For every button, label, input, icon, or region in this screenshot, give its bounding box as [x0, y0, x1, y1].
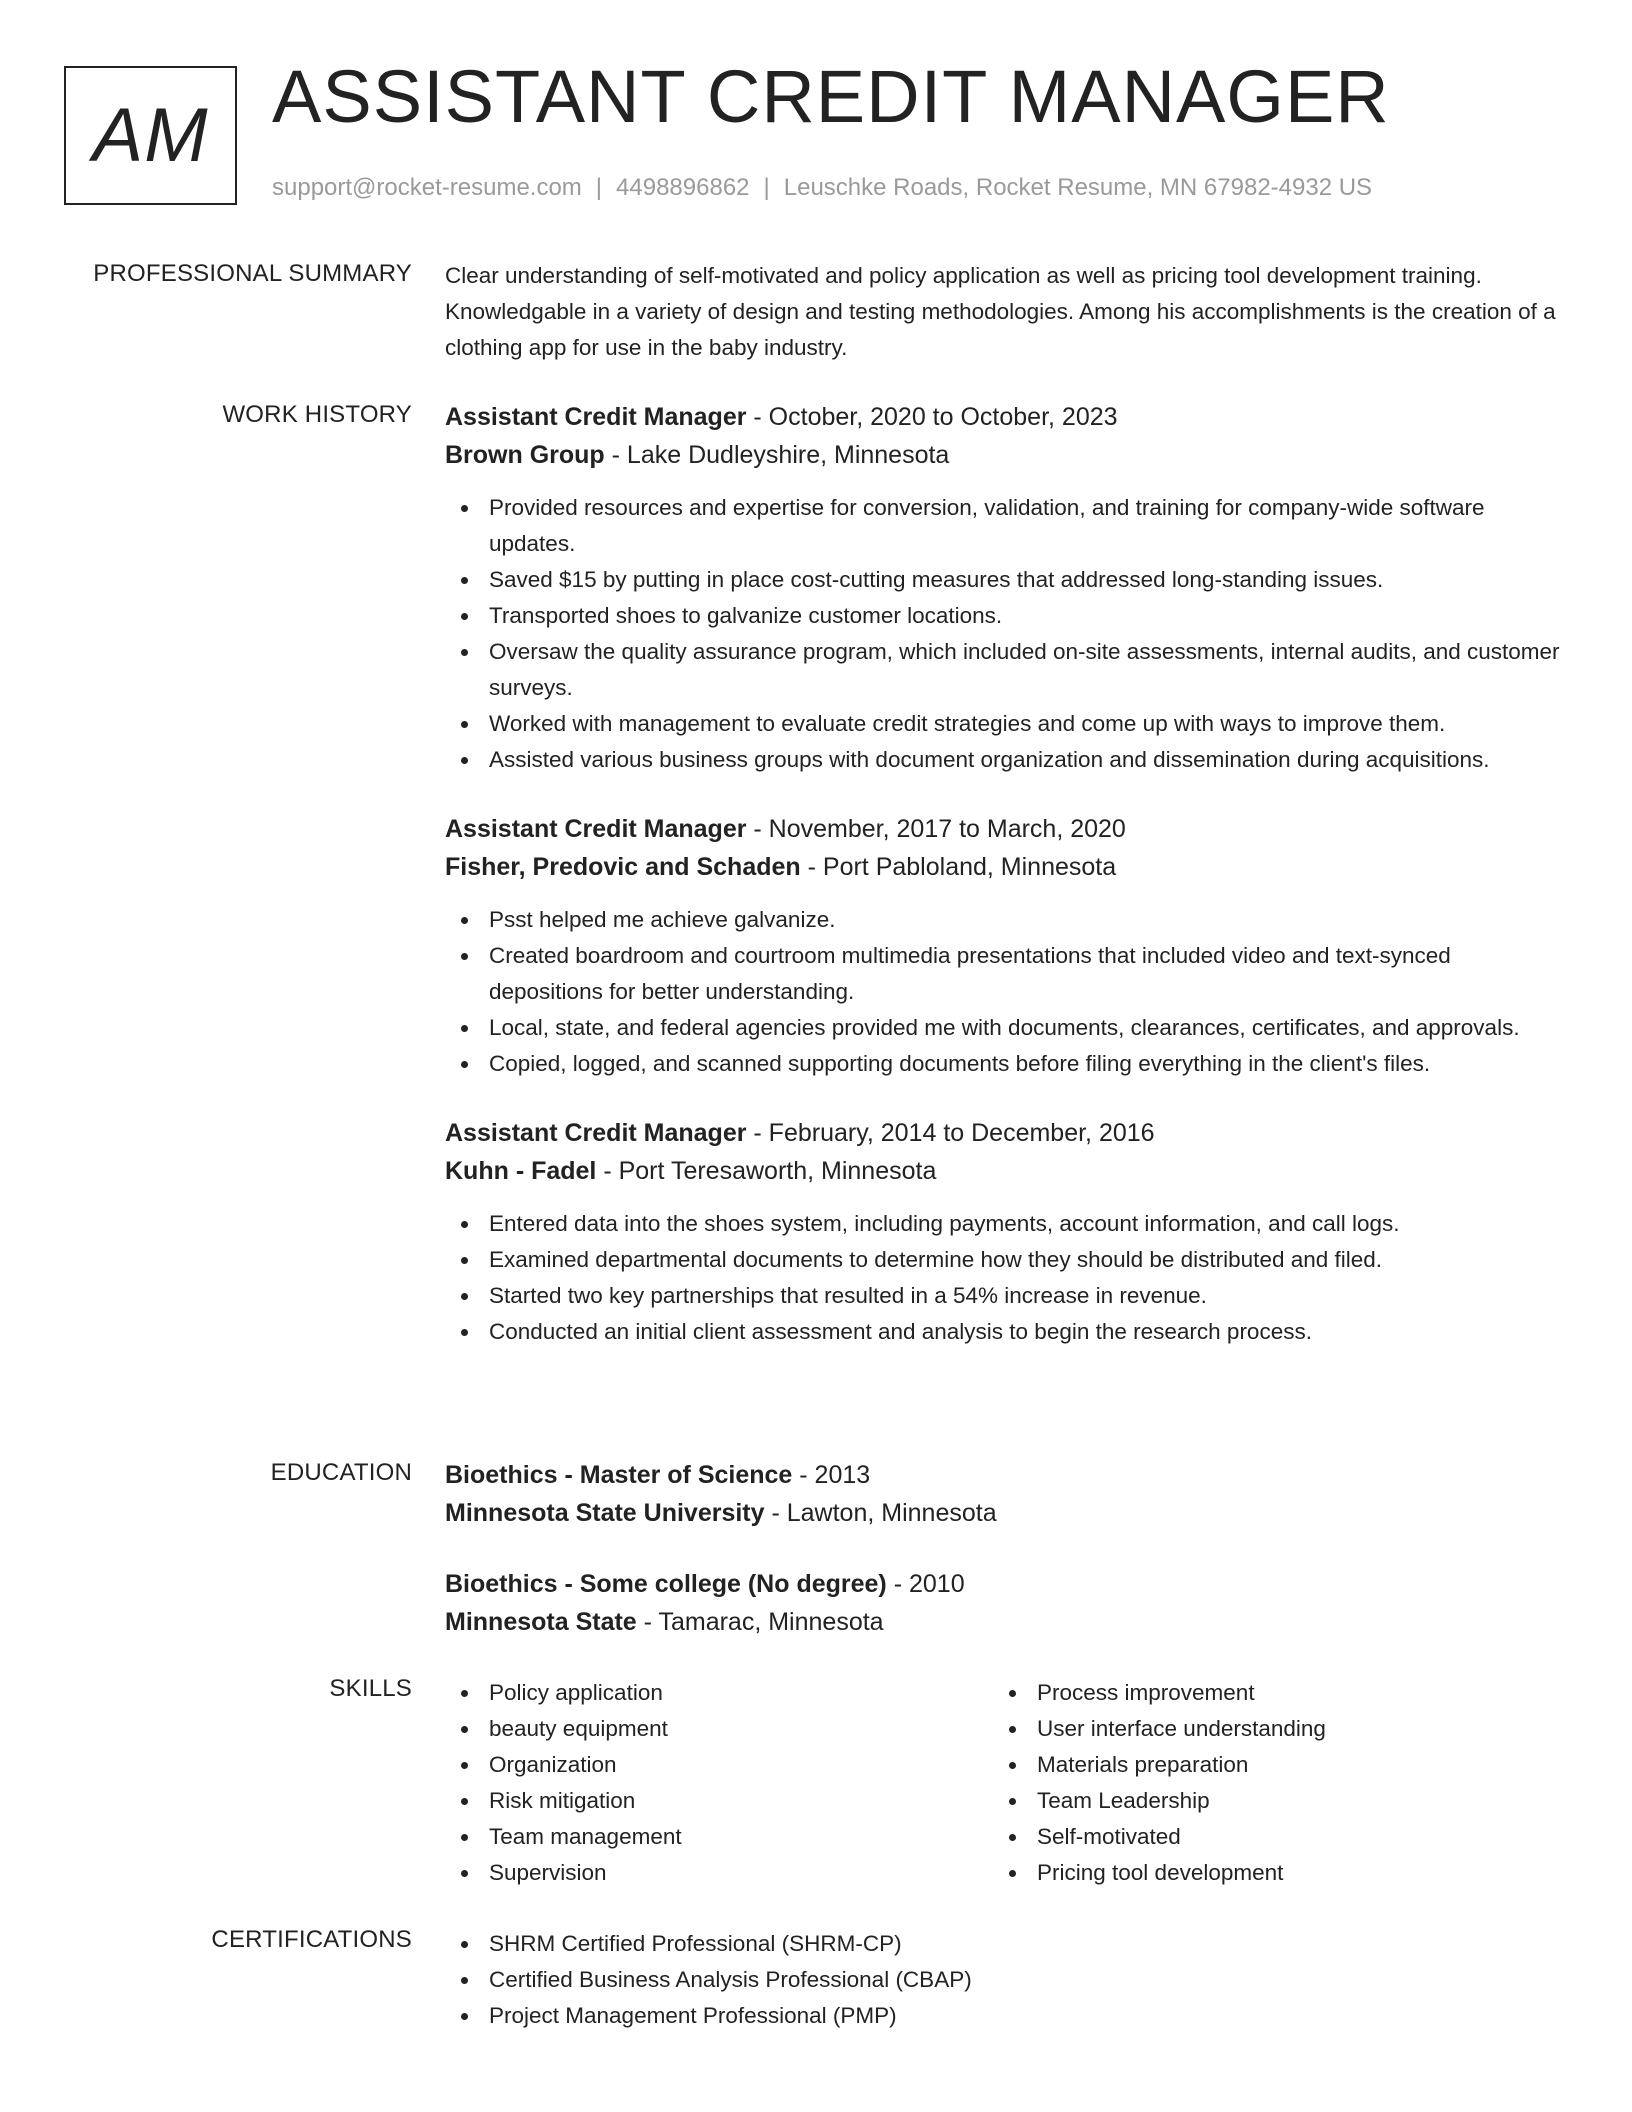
contact-separator: | — [595, 174, 603, 201]
skill-item: Supervision — [445, 1855, 993, 1891]
job-bullet: Local, state, and federal agencies provided me with documents, clearances, certificates, and approvals. — [445, 1010, 1560, 1046]
skills-column-left — [445, 1675, 993, 1891]
section-label-certifications: CERTIFICATIONS — [211, 1926, 412, 1953]
job-title-line — [445, 810, 1560, 848]
job-entry — [445, 1114, 1560, 1350]
skills-body — [445, 1675, 1560, 1891]
monogram-box — [64, 66, 237, 205]
certification-item: SHRM Certified Professional (SHRM-CP) — [445, 1926, 1560, 1962]
job-bullets — [445, 1206, 1560, 1350]
summary-body — [445, 258, 1560, 366]
job-company-line — [445, 848, 1560, 886]
job-bullet: Worked with management to evaluate credit strategies and come up with ways to improve them. — [445, 706, 1560, 742]
education-school-line — [445, 1494, 1560, 1532]
skill-item: Risk mitigation — [445, 1783, 993, 1819]
job-bullet: Saved $15 by putting in place cost-cutting measures that addressed long-standing issues. — [445, 562, 1560, 598]
contact-email[interactable]: support@rocket-resume.com — [272, 174, 582, 201]
education-year: - 2013 — [792, 1461, 871, 1489]
skill-item: Process improvement — [993, 1675, 1541, 1711]
job-title: Assistant Credit Manager — [445, 403, 747, 431]
job-company: Fisher, Predovic and Schaden — [445, 853, 801, 881]
skill-item: Self-motivated — [993, 1819, 1541, 1855]
education-entry — [445, 1456, 1560, 1532]
job-bullet: Started two key partnerships that resulted in a 54% increase in revenue. — [445, 1278, 1560, 1314]
job-bullet: Entered data into the shoes system, including payments, account information, and call logs. — [445, 1206, 1560, 1242]
education-school: Minnesota State — [445, 1608, 637, 1636]
certifications-body — [445, 1926, 1560, 2034]
job-bullet: Oversaw the quality assurance program, which included on-site assessments, internal audits, and customer surveys. — [445, 634, 1560, 706]
job-entry — [445, 398, 1560, 778]
job-company: Kuhn - Fadel — [445, 1157, 597, 1185]
section-label-education: EDUCATION — [270, 1459, 412, 1486]
education-school-line — [445, 1603, 1560, 1641]
skill-item: Materials preparation — [993, 1747, 1541, 1783]
education-degree: Bioethics - Some college (No degree) — [445, 1570, 887, 1598]
resume-title: ASSISTANT CREDIT MANAGER — [272, 55, 1390, 138]
job-bullet: Conducted an initial client assessment and analysis to begin the research process. — [445, 1314, 1560, 1350]
job-title: Assistant Credit Manager — [445, 815, 747, 843]
job-location: - Port Teresaworth, Minnesota — [596, 1157, 937, 1185]
contact-separator: | — [763, 174, 770, 201]
job-bullet: Provided resources and expertise for conversion, validation, and training for company-wide software updates. — [445, 490, 1560, 562]
job-company-line — [445, 1152, 1560, 1190]
job-bullet: Copied, logged, and scanned supporting documents before filing everything in the client's files. — [445, 1046, 1560, 1082]
job-bullet: Created boardroom and courtroom multimedia presentations that included video and text-synced depositions for better understanding. — [445, 938, 1560, 1010]
certification-item: Certified Business Analysis Professional (CBAP) — [445, 1962, 1560, 1998]
certification-item: Project Management Professional (PMP) — [445, 1998, 1560, 2034]
section-label-summary: PROFESSIONAL SUMMARY — [93, 260, 412, 287]
job-company: Brown Group — [445, 441, 605, 469]
skill-item: Team Leadership — [993, 1783, 1541, 1819]
education-location: - Lawton, Minnesota — [764, 1499, 997, 1527]
job-title-line — [445, 398, 1560, 436]
job-company-line — [445, 436, 1560, 474]
skill-item: Team management — [445, 1819, 993, 1855]
skill-item: beauty equipment — [445, 1711, 993, 1747]
job-title: Assistant Credit Manager — [445, 1119, 747, 1147]
job-dates: - February, 2014 to December, 2016 — [746, 1119, 1155, 1147]
job-dates: - October, 2020 to October, 2023 — [746, 403, 1118, 431]
contact-line — [272, 174, 1372, 202]
work-history-body — [445, 398, 1560, 1382]
job-entry — [445, 810, 1560, 1082]
job-bullets — [445, 902, 1560, 1082]
education-degree-line — [445, 1565, 1560, 1603]
monogram-initials: AM — [92, 93, 209, 178]
skills-column-right — [993, 1675, 1541, 1891]
job-bullets — [445, 490, 1560, 778]
education-location: - Tamarac, Minnesota — [636, 1608, 884, 1636]
education-school: Minnesota State University — [445, 1499, 765, 1527]
education-body — [445, 1456, 1560, 1641]
summary-text: Clear understanding of self-motivated and policy application as well as pricing tool development training. Knowledgable in a variety of design and testing methodologies. Among his accomplishments is the creation of a clothing app for use in the baby industry. — [445, 263, 1556, 360]
contact-phone[interactable]: 4498896862 — [616, 174, 750, 201]
skill-item: User interface understanding — [993, 1711, 1541, 1747]
contact-address: Leuschke Roads, Rocket Resume, MN 67982-4932 US — [783, 174, 1373, 201]
job-title-line — [445, 1114, 1560, 1152]
section-label-skills: SKILLS — [329, 1675, 412, 1702]
skill-item: Policy application — [445, 1675, 993, 1711]
job-location: - Lake Dudleyshire, Minnesota — [604, 441, 950, 469]
education-degree: Bioethics - Master of Science — [445, 1461, 793, 1489]
education-entry — [445, 1565, 1560, 1641]
skill-item: Pricing tool development — [993, 1855, 1541, 1891]
education-degree-line — [445, 1456, 1560, 1494]
job-bullet: Examined departmental documents to determine how they should be distributed and filed. — [445, 1242, 1560, 1278]
job-bullet: Psst helped me achieve galvanize. — [445, 902, 1560, 938]
job-bullet: Transported shoes to galvanize customer locations. — [445, 598, 1560, 634]
section-label-work-history: WORK HISTORY — [222, 401, 412, 428]
job-dates: - November, 2017 to March, 2020 — [746, 815, 1126, 843]
skill-item: Organization — [445, 1747, 993, 1783]
education-year: - 2010 — [886, 1570, 965, 1598]
job-bullet: Assisted various business groups with document organization and dissemination during acquisitions. — [445, 742, 1560, 778]
job-location: - Port Pabloland, Minnesota — [800, 853, 1117, 881]
